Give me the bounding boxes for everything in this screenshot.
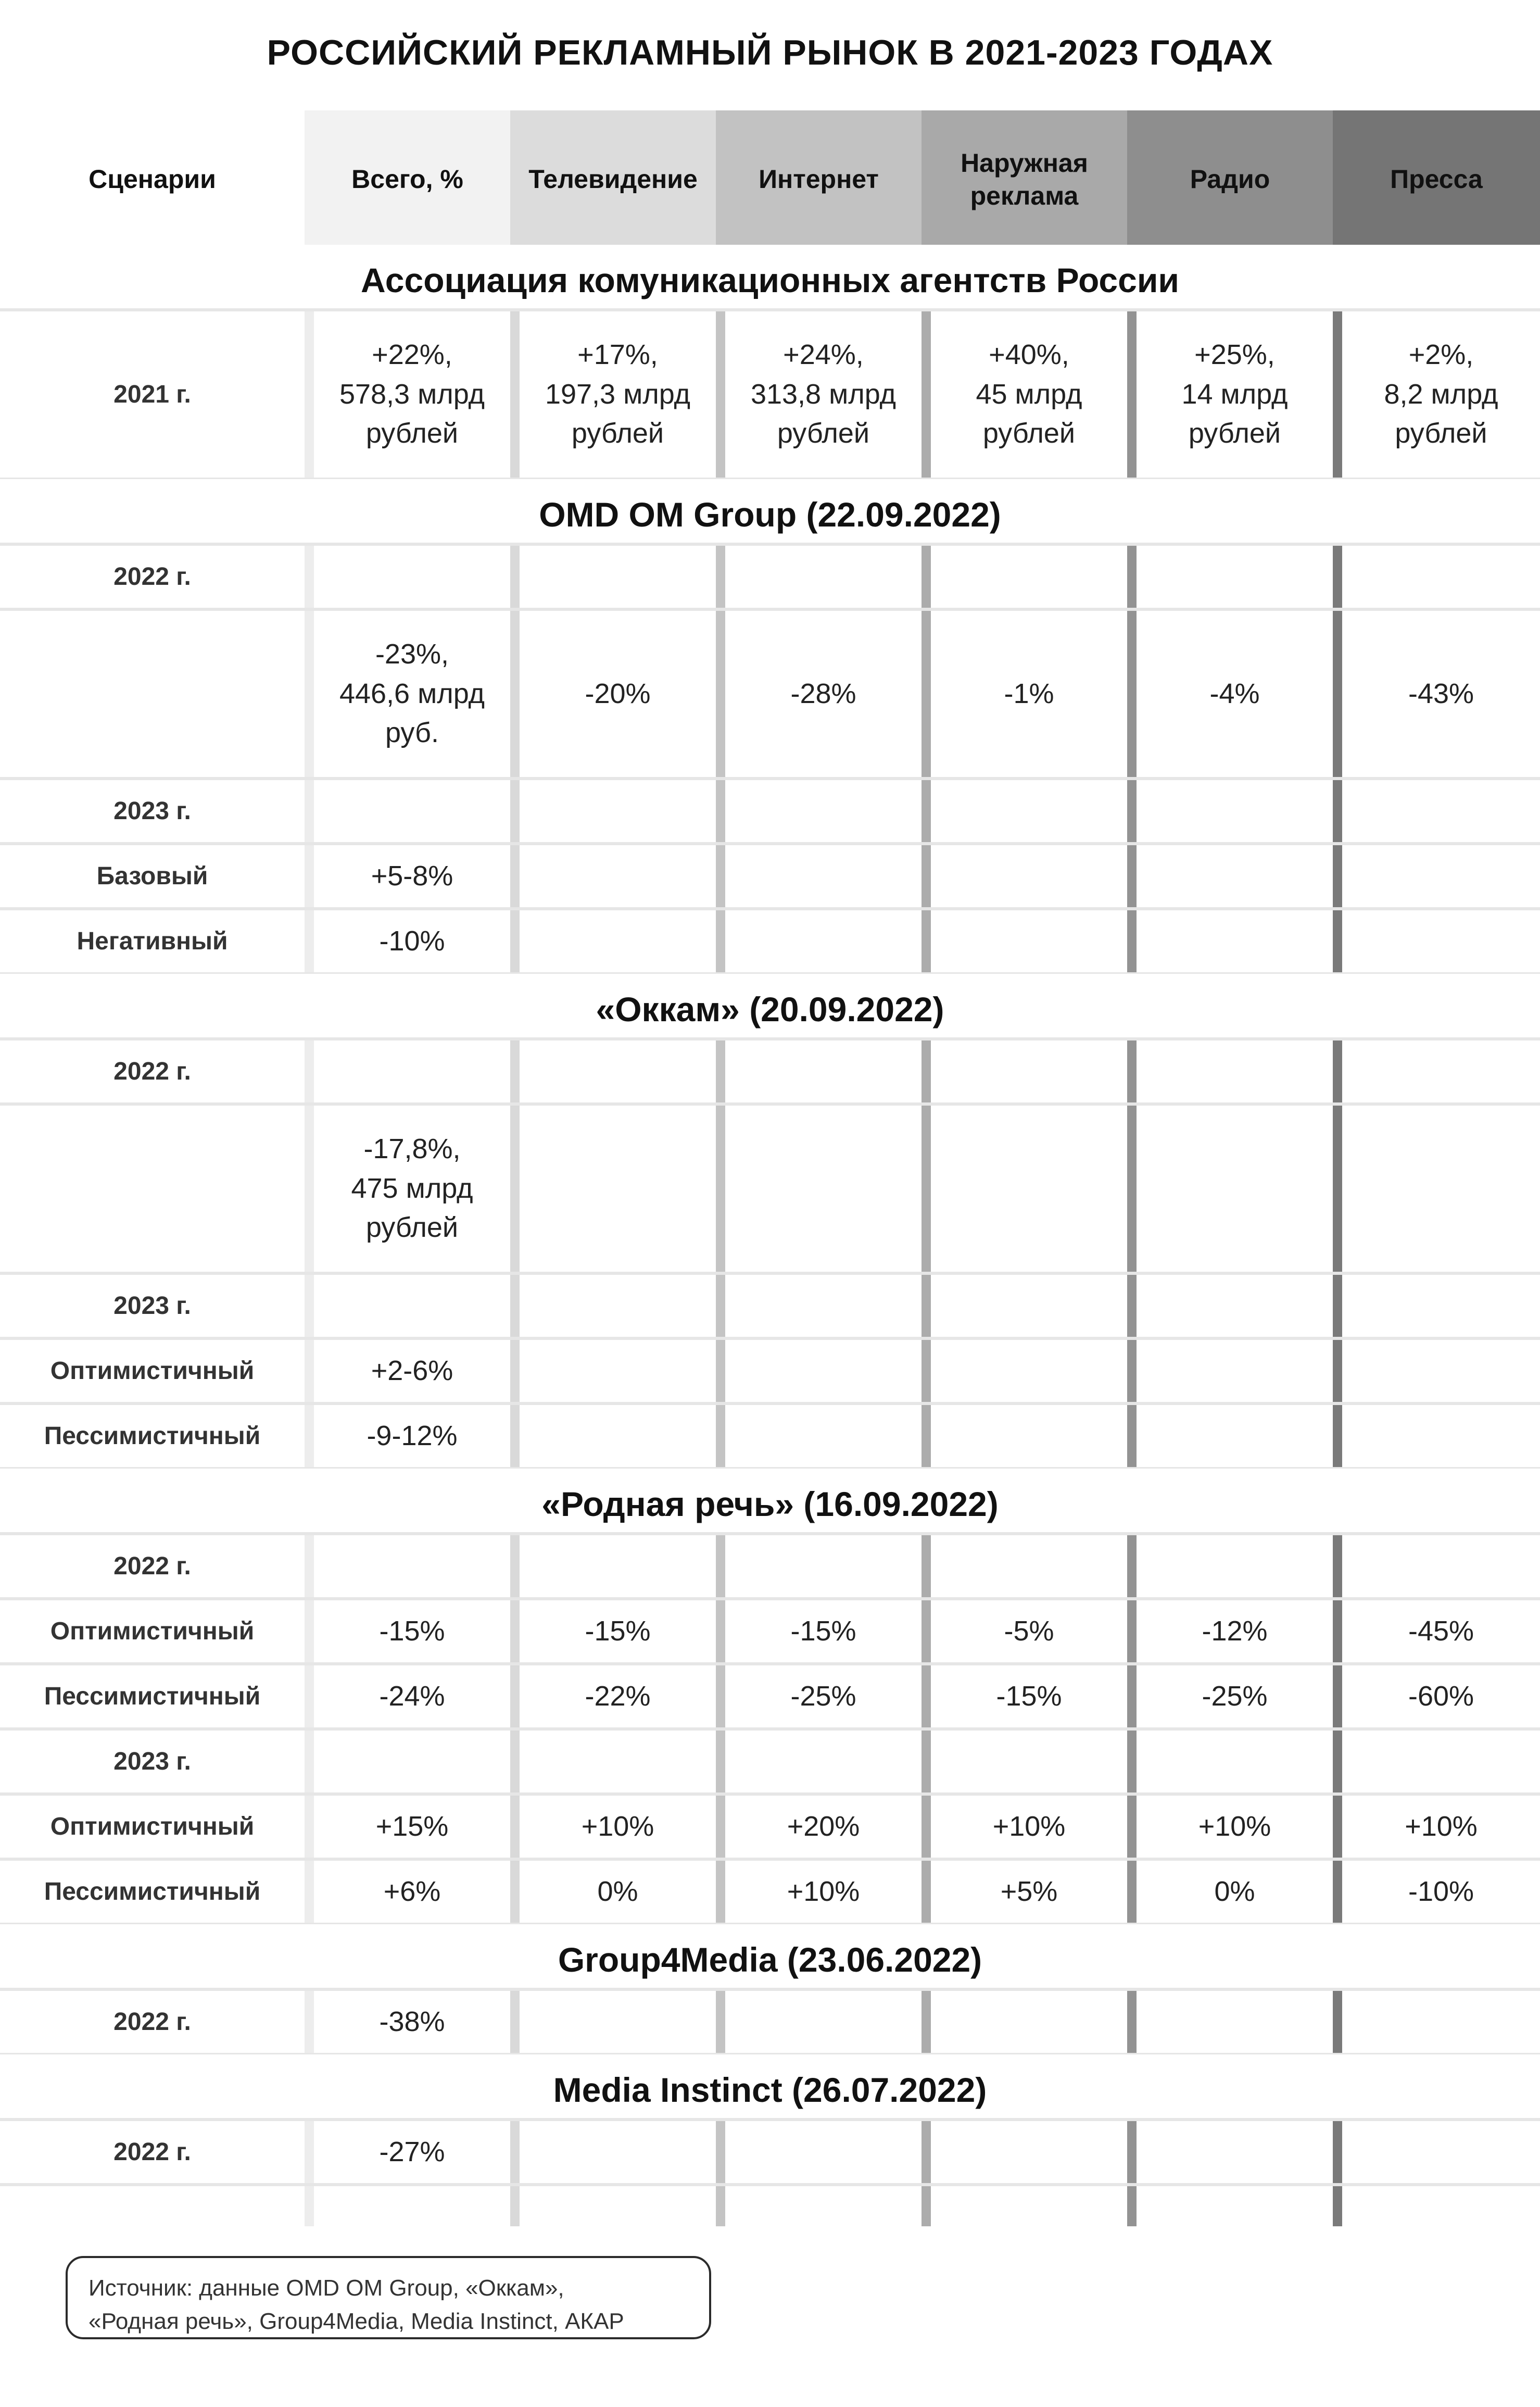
row-label bbox=[0, 609, 305, 779]
table-cell: +24%, 313,8 млрд рублей bbox=[750, 339, 897, 449]
table-cell: +5-8% bbox=[371, 860, 453, 892]
table-cell: +2%, 8,2 млрд рублей bbox=[1384, 339, 1498, 449]
column-header-1: Всего, % bbox=[305, 110, 510, 248]
table-cell bbox=[520, 1729, 716, 1794]
table-cell bbox=[931, 1534, 1127, 1599]
source-text: Источник: данные OMD OM Group, «Оккам», «Родная речь», Group4Media, Media Instinct, АКАР bbox=[89, 2275, 624, 2334]
table-cell bbox=[725, 844, 922, 909]
table-cell bbox=[1342, 1989, 1540, 2054]
table-cell: +5% bbox=[1000, 1875, 1058, 1907]
table-cell bbox=[931, 1729, 1127, 1794]
table-cell bbox=[1137, 544, 1333, 609]
table-cell: -23%, 446,6 млрд руб. bbox=[339, 638, 485, 749]
table-cell bbox=[520, 1039, 716, 1104]
table-cell bbox=[1137, 2120, 1333, 2185]
table-cell bbox=[931, 2120, 1127, 2185]
table-cell bbox=[1137, 844, 1333, 909]
table-cell bbox=[931, 1104, 1127, 1273]
row-label: Пессимистичный bbox=[44, 1422, 261, 1450]
table-cell: -1% bbox=[1004, 678, 1054, 709]
row-label: 2022 г. bbox=[113, 2008, 191, 2036]
table-cell bbox=[931, 1403, 1127, 1469]
table-cell bbox=[314, 1534, 510, 1599]
row-label: 2022 г. bbox=[113, 2138, 191, 2166]
table-cell: -15% bbox=[379, 1615, 445, 1647]
column-header-6: Пресса bbox=[1333, 110, 1540, 248]
table-cell: -10% bbox=[1408, 1875, 1474, 1907]
table-cell: +10% bbox=[787, 1875, 860, 1907]
table-cell: +20% bbox=[787, 1810, 860, 1842]
table-cell bbox=[1137, 1403, 1333, 1469]
table-cell: -15% bbox=[996, 1680, 1062, 1712]
table-cell bbox=[520, 1273, 716, 1338]
table-cell: +6% bbox=[383, 1875, 441, 1907]
table-cell bbox=[725, 2120, 922, 2185]
column-header-0: Сценарии bbox=[0, 110, 305, 248]
table-cell: -24% bbox=[379, 1680, 445, 1712]
section-title-2: «Оккам» (20.09.2022) bbox=[596, 990, 944, 1029]
row-label: 2022 г. bbox=[113, 1057, 191, 1085]
table-cell: +15% bbox=[375, 1810, 449, 1842]
table-cell: -28% bbox=[790, 678, 856, 709]
table-cell bbox=[1137, 909, 1333, 974]
table-cell: -27% bbox=[379, 2136, 445, 2167]
table-cell bbox=[1342, 544, 1540, 609]
table-cell: +25%, 14 млрд рублей bbox=[1181, 339, 1288, 449]
table-cell bbox=[931, 779, 1127, 844]
table-cell: -17,8%, 475 млрд рублей bbox=[351, 1133, 473, 1244]
table-cell bbox=[1137, 1273, 1333, 1338]
table-cell: 0% bbox=[1214, 1875, 1255, 1907]
table-cell: -45% bbox=[1408, 1615, 1474, 1647]
row-label: 2023 г. bbox=[113, 797, 191, 825]
table-cell bbox=[1342, 1729, 1540, 1794]
table-cell bbox=[520, 1338, 716, 1403]
table-cell bbox=[725, 1989, 922, 2054]
section-title-3: «Родная речь» (16.09.2022) bbox=[541, 1485, 999, 1523]
table-cell bbox=[520, 1534, 716, 1599]
table-cell bbox=[1342, 909, 1540, 974]
table-cell bbox=[520, 544, 716, 609]
table-cell bbox=[725, 1338, 922, 1403]
table-cell bbox=[1137, 1534, 1333, 1599]
table-cell bbox=[314, 1039, 510, 1104]
table-cell: +10% bbox=[581, 1810, 654, 1842]
table-cell bbox=[1137, 1104, 1333, 1273]
table-cell bbox=[1342, 779, 1540, 844]
table-cell bbox=[1137, 779, 1333, 844]
table-cell: -38% bbox=[379, 2005, 445, 2037]
table-cell: -25% bbox=[1202, 1680, 1268, 1712]
section-title-5: Media Instinct (26.07.2022) bbox=[553, 2071, 987, 2109]
table-cell bbox=[314, 1273, 510, 1338]
table-cell bbox=[931, 909, 1127, 974]
section-title-4: Group4Media (23.06.2022) bbox=[558, 1940, 982, 1979]
table-cell bbox=[931, 1039, 1127, 1104]
section-title-1: OMD OM Group (22.09.2022) bbox=[539, 495, 1001, 534]
table-cell: +2-6% bbox=[371, 1355, 453, 1386]
table-cell: -43% bbox=[1408, 678, 1474, 709]
table-cell bbox=[1342, 1403, 1540, 1469]
table-cell bbox=[1137, 1039, 1333, 1104]
table-cell bbox=[725, 909, 922, 974]
table-cell bbox=[520, 779, 716, 844]
table-cell bbox=[725, 1729, 922, 1794]
table-cell bbox=[520, 1403, 716, 1469]
table-cell bbox=[1137, 1989, 1333, 2054]
table-cell bbox=[725, 1273, 922, 1338]
row-label: Оптимистичный bbox=[50, 1617, 255, 1645]
table-cell bbox=[725, 1104, 922, 1273]
table-cell bbox=[931, 1338, 1127, 1403]
column-header-3: Интернет bbox=[716, 110, 922, 248]
table-cell bbox=[1342, 1273, 1540, 1338]
row-label bbox=[0, 1104, 305, 1273]
table-cell: -5% bbox=[1004, 1615, 1054, 1647]
table-cell bbox=[931, 844, 1127, 909]
row-label: Базовый bbox=[96, 862, 208, 890]
table-cell: -9-12% bbox=[367, 1420, 458, 1451]
column-header-5: Радио bbox=[1127, 110, 1333, 248]
row-label: 2023 г. bbox=[113, 1747, 191, 1775]
table-cell bbox=[520, 1104, 716, 1273]
table-cell bbox=[1342, 1338, 1540, 1403]
table-cell bbox=[1137, 1338, 1333, 1403]
table-cell bbox=[314, 544, 510, 609]
table-cell bbox=[931, 544, 1127, 609]
table-cell bbox=[1342, 1039, 1540, 1104]
row-divider bbox=[0, 2183, 1540, 2186]
table-cell: -22% bbox=[585, 1680, 651, 1712]
row-label: Пессимистичный bbox=[44, 1682, 261, 1710]
table-cell: -25% bbox=[790, 1680, 856, 1712]
table-cell: +22%, 578,3 млрд рублей bbox=[339, 339, 485, 449]
column-header-2: Телевидение bbox=[510, 110, 716, 248]
column-header-4: Наружная реклама bbox=[922, 110, 1127, 248]
table-cell: +10% bbox=[1198, 1810, 1271, 1842]
table-cell: -15% bbox=[585, 1615, 651, 1647]
row-label: Оптимистичный bbox=[50, 1357, 255, 1385]
table-cell: -12% bbox=[1202, 1615, 1268, 1647]
source-note bbox=[66, 2256, 711, 2339]
row-label: 2021 г. bbox=[113, 380, 191, 408]
table-cell bbox=[1137, 1729, 1333, 1794]
table-cell: -60% bbox=[1408, 1680, 1474, 1712]
table-cell: +10% bbox=[992, 1810, 1066, 1842]
table-cell: +17%, 197,3 млрд рублей bbox=[545, 339, 691, 449]
table-cell bbox=[520, 844, 716, 909]
row-label: 2022 г. bbox=[113, 562, 191, 591]
table-cell bbox=[725, 544, 922, 609]
table-cell bbox=[725, 779, 922, 844]
table-cell bbox=[931, 1989, 1127, 2054]
table-cell bbox=[725, 1534, 922, 1599]
section-title-0: Ассоциация комуникационных агентств России bbox=[361, 261, 1179, 299]
table-cell: -10% bbox=[379, 925, 445, 957]
table-cell bbox=[725, 1039, 922, 1104]
table-cell bbox=[1342, 1534, 1540, 1599]
table-cell bbox=[520, 909, 716, 974]
row-label: Оптимистичный bbox=[50, 1812, 255, 1840]
table-cell: +10% bbox=[1405, 1810, 1478, 1842]
table-cell: +40%, 45 млрд рублей bbox=[976, 339, 1082, 449]
table-cell: 0% bbox=[597, 1875, 638, 1907]
row-label: Негативный bbox=[77, 927, 228, 955]
row-label: Пессимистичный bbox=[44, 1877, 261, 1905]
table-cell bbox=[520, 1989, 716, 2054]
table-cell bbox=[725, 1403, 922, 1469]
table-cell bbox=[520, 2120, 716, 2185]
table-cell bbox=[1342, 2120, 1540, 2185]
page-title: РОССИЙСКИЙ РЕКЛАМНЫЙ РЫНОК В 2021-2023 ГОДАХ bbox=[267, 33, 1273, 72]
table-cell bbox=[314, 1729, 510, 1794]
table-cell bbox=[931, 1273, 1127, 1338]
table-cell: -4% bbox=[1209, 678, 1260, 709]
table-cell bbox=[314, 779, 510, 844]
table-cell: -20% bbox=[585, 678, 651, 709]
table-cell: -15% bbox=[790, 1615, 856, 1647]
table-cell bbox=[1342, 844, 1540, 909]
row-label: 2023 г. bbox=[113, 1292, 191, 1320]
table-cell bbox=[1342, 1104, 1540, 1273]
row-label: 2022 г. bbox=[113, 1552, 191, 1580]
